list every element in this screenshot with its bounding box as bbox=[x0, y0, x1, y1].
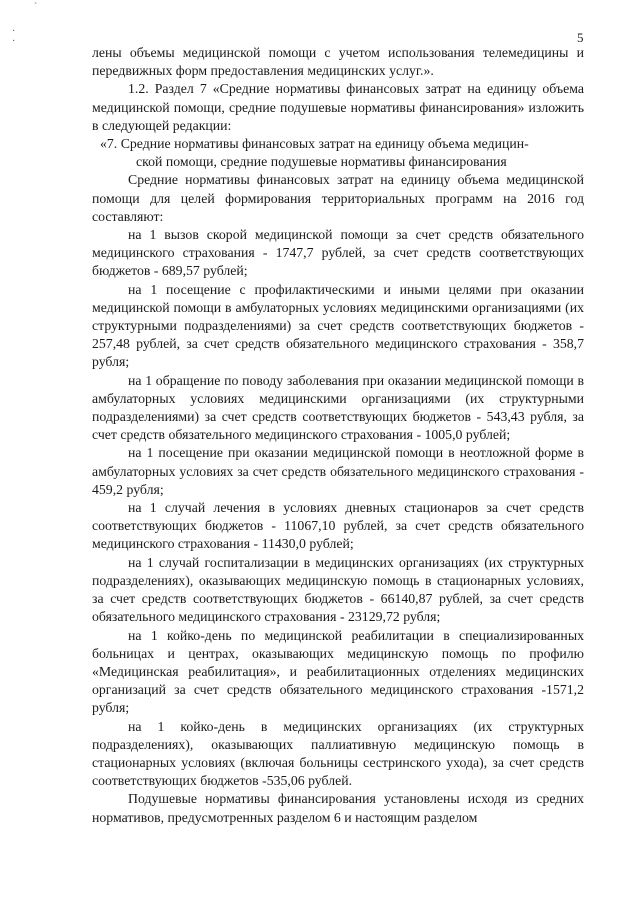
norm-item-ambulance-call: на 1 вызов скорой медицинской помощи за счет средств обязательного медицинского страхования - 1747,7 рублей, за счет средств соответствующих бюджетов - 689,57 рублей; bbox=[92, 227, 584, 279]
page-number: 5 bbox=[577, 30, 584, 45]
document-body bbox=[92, 44, 584, 827]
section-heading-line-1: «7. Средние нормативы финансовых затрат на единицу объема медицин- bbox=[100, 136, 529, 152]
scan-mark: · bbox=[12, 36, 16, 47]
scan-mark: ` bbox=[34, 2, 38, 13]
norm-item-disease-appeal: на 1 обращение по поводу заболевания при оказании медицинской помощи в амбулаторных условиях медицинскими организациями (их структурными подразделениями) за счет средств соответствующих бюджетов - 543,43 рубля, за счет средств обязательного медицинского страхования - 1005,0 рублей; bbox=[92, 372, 584, 443]
paragraph: лены объемы медицинской помощи с учетом использования телемедицины и передвижных форм предоставления медицинских услуг.». bbox=[92, 45, 584, 79]
norm-item-palliative-bed-day: на 1 койко-день в медицинских организациях (их структурных подразделениях), оказывающих паллиативную медицинскую помощь в стационарных условиях (включая больницы сестринского ухода), за счет средств соответствующих бюджетов -535,06 рублей. bbox=[92, 718, 584, 789]
norm-item-day-hospital: на 1 случай лечения в условиях дневных стационаров за счет средств соответствующих бюджетов - 11067,10 рублей, за счет средств обязательного медицинского страхования - 11430,0 рублей; bbox=[92, 500, 584, 552]
norm-item-hospitalization: на 1 случай госпитализации в медицинских организациях (их структурных подразделениях), оказывающих медицинскую помощь в стационарных условиях, за счет средств соответствующих бюджетов - 66140,87 рублей, за счет средств обязательного медицинского страхования - 23129,72 рубля; bbox=[92, 554, 584, 625]
norm-item-urgent-visit: на 1 посещение при оказании медицинской помощи в неотложной форме в амбулаторных условиях за счет средств обязательного медицинского страхования - 459,2 рубля; bbox=[92, 445, 584, 497]
section-heading bbox=[92, 135, 584, 171]
section-amendment-paragraph: 1.2. Раздел 7 «Средние нормативы финансовых затрат на единицу объема медицинской помощи, средние подушевые нормативы финансирования» изложить в следующей редакции: bbox=[92, 81, 584, 133]
paragraph: Подушевые нормативы финансирования установлены исходя из средних нормативов, предусмотренных разделом 6 и настоящим разделом bbox=[92, 791, 584, 825]
scan-mark: · bbox=[12, 26, 16, 37]
norm-item-rehabilitation-bed-day: на 1 койко-день по медицинской реабилитации в специализированных больницах и центрах, оказывающих медицинскую помощь по профилю «Медицинская реабилитация», и реабилитационных отделениях медицинских организаций за счет средств обязательного медицинского страхования -1571,2 рубля; bbox=[92, 627, 584, 716]
paragraph: Средние нормативы финансовых затрат на единицу объема медицинской помощи для целей формирования территориальных программ на 2016 год составляют: bbox=[92, 172, 584, 224]
norm-item-preventive-visit: на 1 посещение с профилактическими и иными целями при оказании медицинской помощи в амбулаторных условиях медицинскими организациями (их структурными подразделениями) за счет средств соответствующих бюджетов - 257,48 рублей, за счет средств обязательного медицинского страхования - 358,7 рубля; bbox=[92, 281, 584, 370]
section-heading-line-2: ской помощи, средние подушевые нормативы финансирования bbox=[136, 154, 507, 170]
